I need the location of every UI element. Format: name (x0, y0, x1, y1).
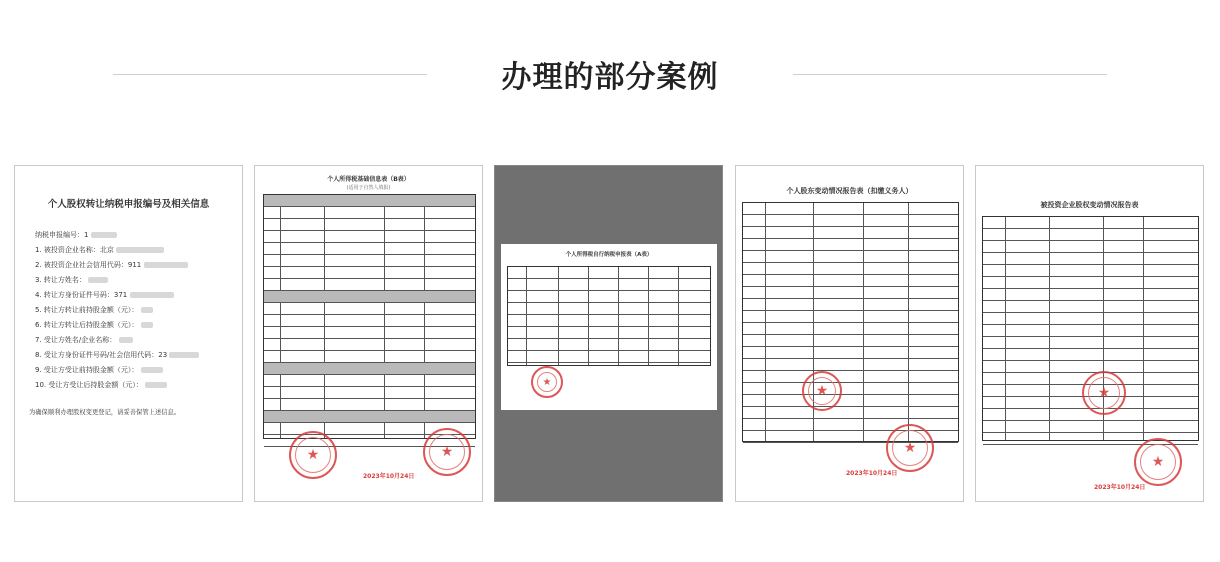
case-document-1[interactable] (14, 165, 243, 502)
info-line: 2. 被投资企业社会信用代码：911 (15, 258, 242, 273)
tax-seal-icon: ★ (423, 428, 471, 476)
scanned-page (501, 244, 717, 410)
form-table (742, 202, 959, 442)
info-line: 5. 转让方转让前持股金额（元）： (15, 303, 242, 318)
seal-icon: ★ (802, 371, 842, 411)
tax-seal-icon: ★ (886, 424, 934, 472)
section-header (0, 50, 1220, 100)
document-title: 个人所得税基础信息表（B表） (327, 176, 410, 183)
form-table (263, 194, 476, 439)
tax-seal-icon: ★ (1134, 438, 1182, 486)
info-line: 3. 转让方姓名： (15, 273, 242, 288)
document-title: 被投资企业股权变动情况报告表 (1040, 201, 1139, 209)
document-footer: 为确保顺利办理股权变更登记，请妥善保管上述信息。 (29, 409, 181, 416)
info-line: 7. 受让方姓名/企业名称： (15, 333, 242, 348)
info-line: 8. 受让方身份证件号码/社会信用代码：23 (15, 348, 242, 363)
stamp-date: 2023年10月24日 (846, 470, 898, 477)
case-document-5[interactable] (975, 165, 1204, 502)
case-document-3[interactable] (494, 165, 723, 502)
case-document-2[interactable] (254, 165, 483, 502)
case-document-4[interactable] (735, 165, 964, 502)
stamp-date: 2023年10月24日 (1094, 484, 1146, 491)
document-subtitle: (适用于自然人填报) (346, 185, 391, 191)
info-line: 4. 转让方身份证件号码：371 (15, 288, 242, 303)
blurred-seal-icon: ★ (289, 431, 337, 479)
document-title: 个人股权转让纳税申报编号及相关信息 (47, 199, 210, 210)
seal-icon: ★ (531, 366, 563, 398)
stamp-date: 2023年10月24日 (363, 473, 415, 480)
info-line: 9. 受让方受让前持股金额（元）： (15, 363, 242, 378)
info-line: 6. 转让方转让后持股金额（元）： (15, 318, 242, 333)
document-title: 个人股东变动情况报告表（扣缴义务人） (786, 187, 913, 195)
info-line: 10. 受让方受让后持股金额（元）： (15, 378, 242, 393)
section-title: 办理的部分案例 (501, 60, 719, 95)
seal-icon: ★ (1082, 371, 1126, 415)
right-divider (793, 74, 1107, 75)
info-line: 1. 被投资企业名称：北京 (15, 243, 242, 258)
document-title: 个人所得税自行纳税申报表（A表） (565, 252, 653, 258)
info-line: 纳税申报编号：1 (15, 228, 242, 243)
form-table (507, 266, 711, 366)
